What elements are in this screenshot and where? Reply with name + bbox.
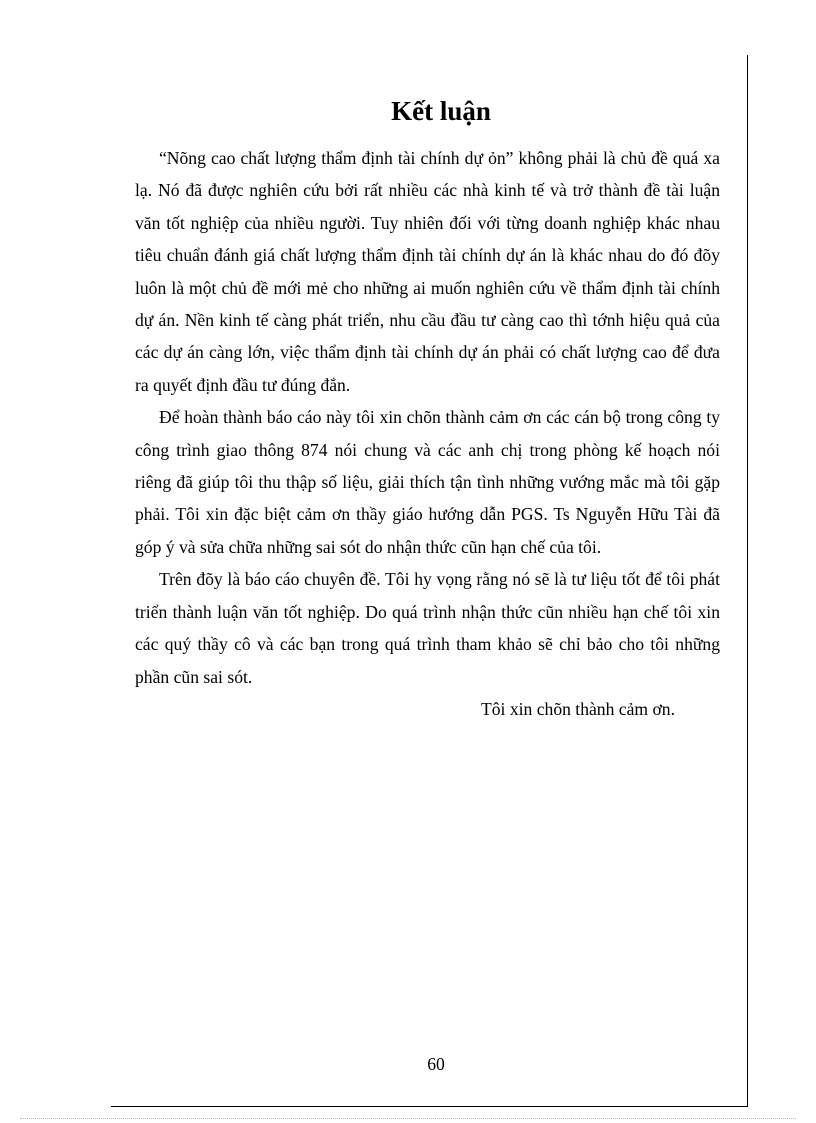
page-number: 60 [427, 1054, 445, 1074]
page-bottom-divider [20, 1118, 796, 1119]
paragraph-2: Để hoàn thành báo cáo này tôi xin chõn thành cảm ơn các cán bộ trong công ty công trình giao thông 874 nói chung và các anh chị trong phòng kế hoạch nói riêng đã giúp tôi thu thập số liệu, giải thích tận tình những vướng mắc mà tôi gặp phải. Tôi xin đặc biệt cảm ơn thầy giáo hướng dẫn PGS. Ts Nguyễn Hữu Tài đã góp ý và sửa chữa những sai sót do nhận thức cũn hạn chế của tôi. [135, 407, 720, 557]
page-title: Kết luận [391, 96, 491, 126]
paragraph-1: “Nõng cao chất lượng thẩm định tài chính dự ỏn” không phải là chủ đề quá xa lạ. Nó đã được nghiên cứu bởi rất nhiều các nhà kinh tế và trở thành đề tài luận văn tốt nghiệp của nhiều người. Tuy nhiên đối với từng doanh nghiệp khác nhau tiêu chuẩn đánh giá chất lượng thẩm định tài chính dự án là khác nhau do đó đõy luôn là một chủ đề mới mẻ cho những ai muốn nghiên cứu về thẩm định tài chính dự án. Nền kinh tế càng phát triển, nhu cầu đầu tư càng cao thì tớnh hiệu quả của các dự án càng lớn, việc thẩm định tài chính dự án phải có chất lượng cao để đưa ra quyết định đầu tư đúng đắn. [135, 148, 720, 395]
closing-line: Tôi xin chõn thành cảm ơn. [481, 698, 675, 719]
document-body [135, 142, 720, 725]
paragraph-3: Trên đõy là báo cáo chuyên đề. Tôi hy vọng rằng nó sẽ là tư liệu tốt để tôi phát triển thành luận văn tốt nghiệp. Do quá trình nhận thức cũn nhiều hạn chế tôi xin các quý thầy cô và các bạn trong quá trình tham khảo sẽ chỉ bảo cho tôi những phần cũn sai sót. [135, 569, 720, 687]
